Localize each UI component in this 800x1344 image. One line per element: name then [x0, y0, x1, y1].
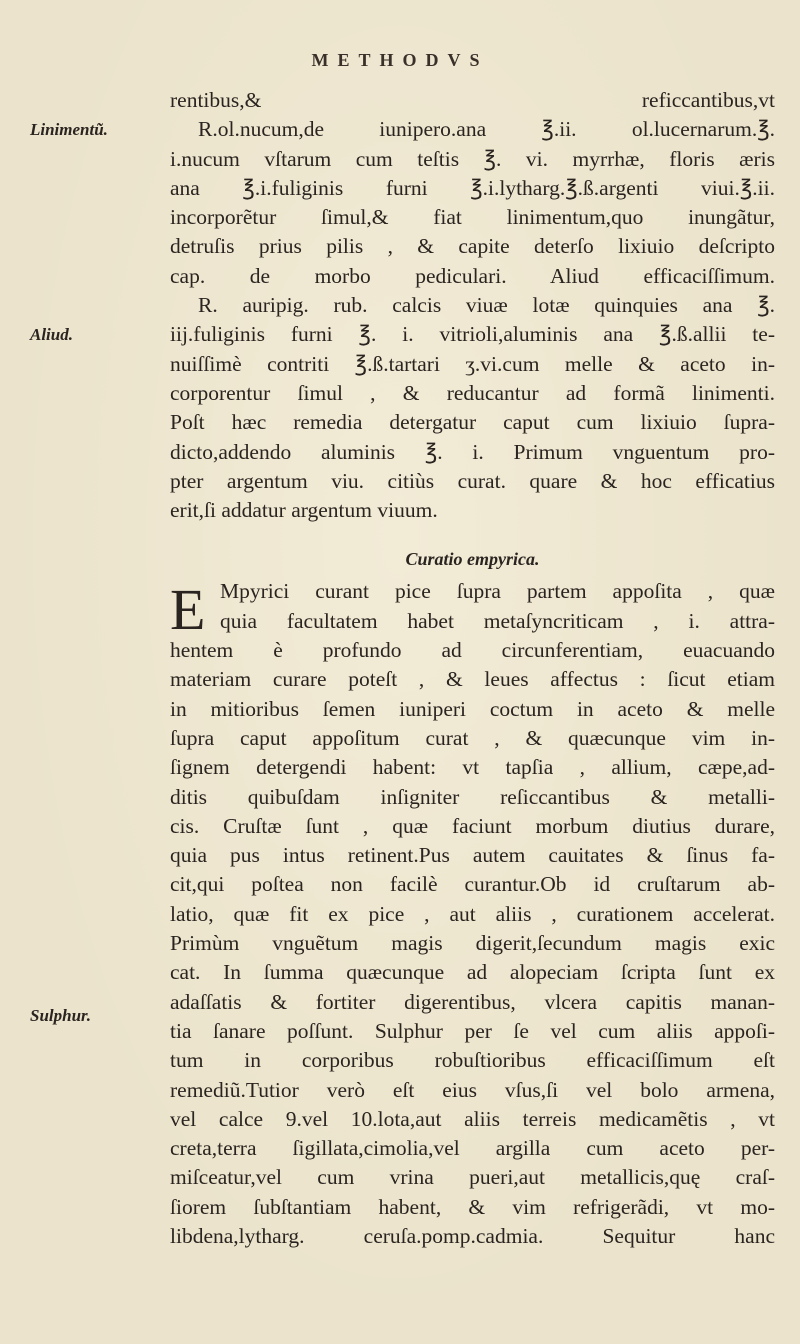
text-line: ana ℥.i.fuliginis furni ℥.i.lytharg.℥.ß.argenti viui.℥.ii. — [170, 175, 775, 200]
text-line: cit,qui poſtea non facilè curantur.Ob id cruſtarum ab- — [170, 872, 775, 897]
text-line: remediũ.Tutior verò eſt eius vſus,ſi vel bolo armena, — [170, 1077, 775, 1102]
text-line: i.nucum vſtarum cum teſtis ℥. vi. myrrhæ, floris æris — [170, 146, 775, 171]
text-line: quia pus intus retinent.Pus autem cauitates & ſinus fa- — [170, 843, 775, 868]
text-line: miſceatur,vel cum vrina pueri,aut metallicis,quę craſ- — [170, 1165, 775, 1190]
text-line: ſupra caput appoſitum curat , & quæcunque vim in- — [170, 725, 775, 750]
text-line: rentibus,& reficcantibus,vt — [170, 88, 775, 112]
text-line: hentem è profundo ad circunferentiam, euacuando — [170, 638, 775, 663]
text-line: vel calce 9.vel 10.lota,aut aliis terreis medicamẽtis , vt — [170, 1106, 775, 1131]
text-line: Poſt hæc remedia detergatur caput cum lixiuio ſupra- — [170, 410, 775, 435]
margin-note-sulphur: Sulphur. — [30, 1006, 91, 1025]
text-line: erit,ſi addatur argentum viuum. — [170, 498, 438, 523]
text-line: quia facultatem habet metaſyncriticam , i. attra- — [220, 608, 775, 633]
text-line: in mitioribus ſemen iuniperi coctum in aceto & melle — [170, 696, 775, 721]
text-line: pter argentum viu. citiùs curat. quare & hoc efficatius — [170, 468, 775, 493]
text-line: materiam curare poteſt , & leues affectus : ſicut etiam — [170, 667, 775, 692]
text-line: tia ſanare poſſunt. Sulphur per ſe vel cum aliis appoſi- — [170, 1018, 775, 1043]
text-line: nuiſſimè contriti ℥.ß.tartari ʒ.vi.cum melle & aceto in- — [170, 351, 775, 376]
text-line: Mpyrici curant pice ſupra partem appoſita , quæ — [220, 579, 775, 604]
text-line: cap. de morbo pediculari. Aliud efficaciſſimum. — [170, 263, 775, 288]
text-line: cat. In ſumma quæcunque ad alopeciam ſcripta ſunt ex — [170, 960, 775, 985]
text-line: libdena,lytharg. ceruſa.pomp.cadmia. Sequitur hanc — [170, 1223, 775, 1248]
text-line: detruſis prius pilis , & capite deterſo lixiuio deſcripto — [170, 234, 775, 259]
text-line: R.ol.nucum,de iunipero.ana ℥.ii. ol.lucernarum.℥. — [198, 117, 775, 142]
margin-note-aliud: Aliud. — [30, 325, 73, 344]
text-line: ditis quibuſdam inſigniter reſiccantibus & metalli- — [170, 784, 775, 809]
text-line: latio, quæ fit ex pice , aut aliis , curationem accelerat. — [170, 901, 775, 926]
text-line: ſignem detergendi habent: vt tapſia , allium, cæpe,ad- — [170, 755, 775, 780]
text-line: iij.fuliginis furni ℥. i. vitrioli,aluminis ana ℥.ß.allii te- — [170, 322, 775, 347]
text-line: Primùm vnguẽtum magis digerit,ſecundum magis exic — [170, 931, 775, 956]
paragraph-start — [170, 577, 775, 643]
text-line: creta,terra ſigillata,cimolia,vel argilla cum aceto per- — [170, 1136, 775, 1161]
running-head: METHODVS — [311, 50, 489, 70]
text-line: incorporẽtur ſimul,& fiat linimentum,quo inungãtur, — [170, 205, 775, 230]
drop-cap: E — [170, 577, 206, 643]
main-text — [170, 86, 775, 1251]
section-title: Curatio empyrica. — [405, 549, 540, 570]
margin-note-liniment: Linimentũ. — [30, 120, 108, 139]
text-line: tum in corporibus robuſtioribus efficaciſſimum eſt — [170, 1048, 775, 1073]
text-line: corporentur ſimul , & reducantur ad formã linimenti. — [170, 380, 775, 405]
text-line: dicto,addendo aluminis ℥. i. Primum vnguentum pro- — [170, 439, 775, 464]
text-line: ſiorem ſubſtantiam habent, & vim refrigerãdi, vt mo- — [170, 1194, 775, 1219]
text-line: adaſſatis & fortiter digerentibus, vlcera capitis manan- — [170, 989, 775, 1014]
text-line: R. auripig. rub. calcis viuæ lotæ quinquies ana ℥. — [198, 293, 775, 318]
text-line: cis. Cruſtæ ſunt , quæ faciunt morbum diutius durare, — [170, 813, 775, 838]
